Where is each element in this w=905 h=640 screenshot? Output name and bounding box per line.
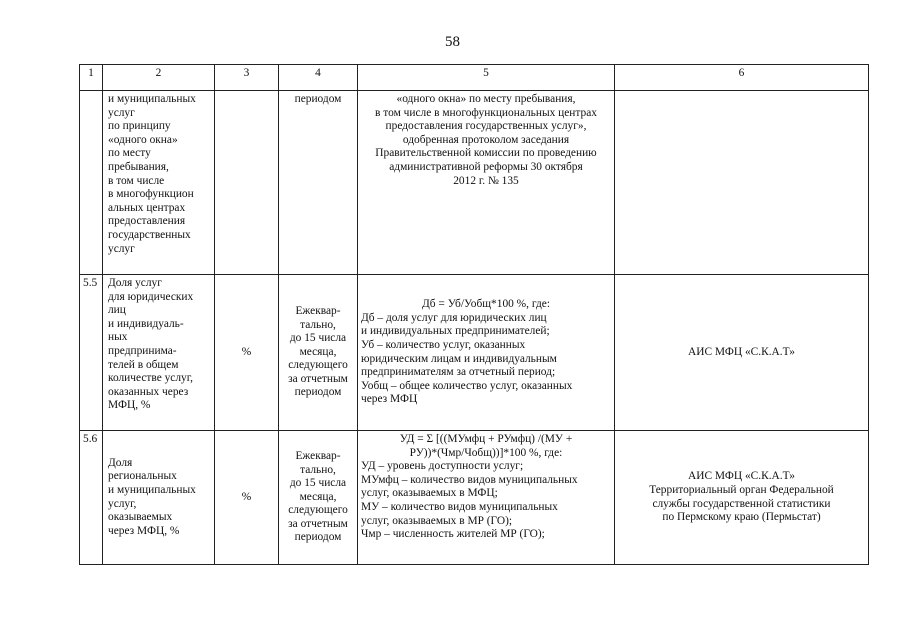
page-number: 58 [445,34,460,50]
indicator-name: и муниципальных услуг по принципу «одного окна» по месту пребывания, в том числе в многофункцион альных центрах предоставления государственных услуг [103,91,215,275]
data-source: АИС МФЦ «С.К.А.Т» [615,275,869,431]
period: периодом [279,91,358,275]
period: Ежеквар- тально, до 15 числа месяца, следующего за отчетным периодом [279,431,358,565]
indicators-table [79,64,869,565]
column-header: 2 [103,65,215,91]
indicator-name: Доля услуг для юридических лиц и индивидуаль- ных предпринима- телей в общем количестве услуг, оказанных через МФЦ, % [103,275,215,431]
data-source: АИС МФЦ «С.К.А.Т» Территориальный орган Федеральной службы государственной статистики по Пермскому краю (Пермьстат) [615,431,869,565]
indicator-name: Доля региональных и муниципальных услуг, оказываемых через МФЦ, % [103,431,215,565]
method-formula: УД = Σ [((МУмфц + РУмфц) /(МУ + РУ))*(Чмр/Чобщ))]*100 %, где: [399,433,573,459]
column-header: 4 [279,65,358,91]
row-number [80,91,103,275]
unit: % [215,275,279,431]
method: Дб – доля услуг для юридических лиц и индивидуальных предпринимателей; Уб – количество услуг, оказанных юридическим лицам и индивидуальным предпринимателям за отчетный период; Уобщ – общее количество услуг, оказанных через МФЦ [361,311,573,406]
table-row [80,91,869,275]
table-header-row [80,65,869,91]
row-number: 5.5 [80,275,103,431]
column-header: 5 [358,65,615,91]
column-header: 1 [80,65,103,91]
method: УД – уровень доступности услуг; МУмфц – количество видов муниципальных услуг, оказываемых в МФЦ; МУ – количество видов муниципальных услуг, оказываемых в МР (ГО); Чмр – численность жителей МР (ГО); [361,460,578,541]
unit: % [215,431,279,565]
method-formula: Дб = Уб/Уобщ*100 %, где: [422,298,550,311]
data-source [615,91,869,275]
row-number: 5.6 [80,431,103,565]
method-cell [358,431,615,565]
period: Ежеквар- тально, до 15 числа месяца, следующего за отчетным периодом [279,275,358,431]
method: «одного окна» по месту пребывания, в том числе в многофункциональных центрах предоставления государственных услуг», одобренная протоколом заседания Правительственной комиссии по проведению административной реформы 30 октября 2012 г. № 135 [358,91,615,275]
method-cell [358,275,615,431]
table-row [80,431,869,565]
table-row [80,275,869,431]
unit [215,91,279,275]
column-header: 6 [615,65,869,91]
column-header: 3 [215,65,279,91]
